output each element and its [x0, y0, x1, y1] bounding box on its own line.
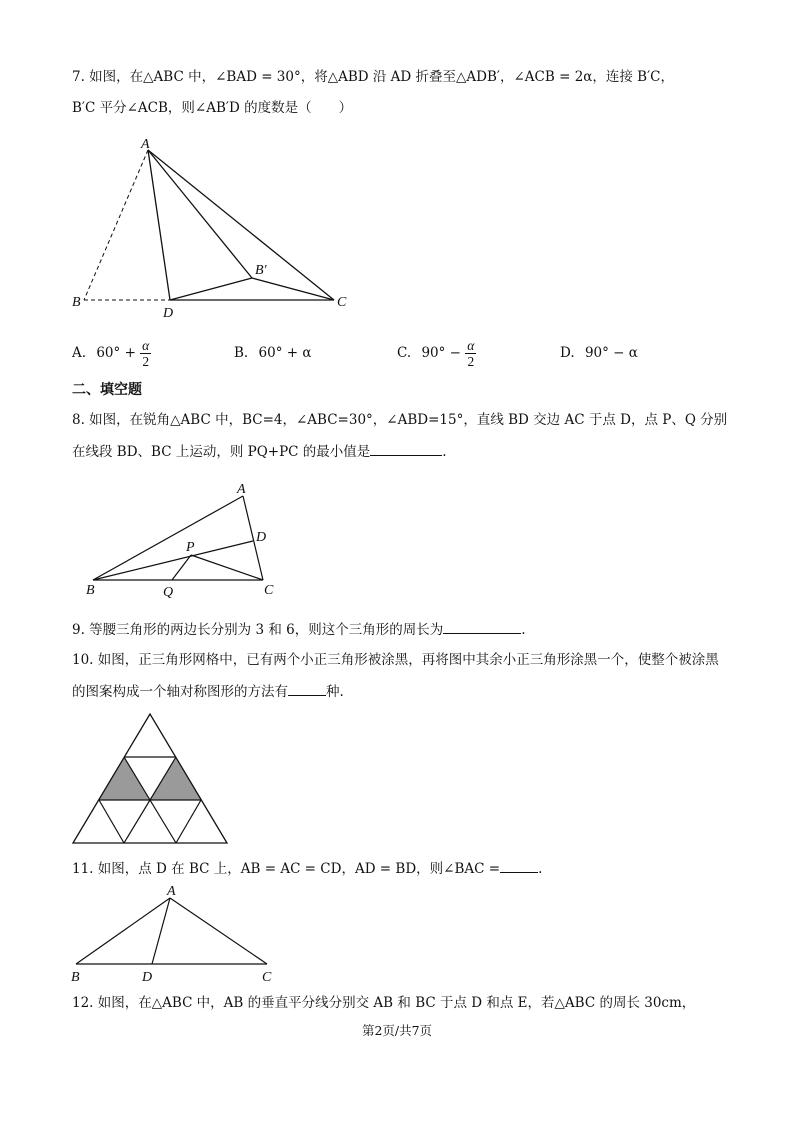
section-title: 二、填空题: [72, 382, 142, 398]
q7-option-c[interactable]: C. 90° − $\frac{\alpha}{2}$: [397, 338, 475, 369]
page-footer: 第2页/共7页: [361, 1023, 433, 1038]
q7-label-B: B: [72, 295, 81, 310]
q7-line1: 7. 如图，在△ABC 中，∠BAD = 30°，将△ABD 沿 AD 折叠至△ADB′，∠ACB = 2α，连接 B′C，: [72, 69, 675, 85]
q7-label-C: C: [337, 295, 347, 310]
q11-label-B: B: [71, 970, 80, 985]
q11-label-C: C: [262, 970, 272, 985]
q10-line1: 10. 如图，正三角形网格中，已有两个小正三角形被涂黑，再将图中其余小正三角形涂黑一个，使整个被涂黑: [72, 652, 719, 668]
q10-line2: 的图案构成一个轴对称图形的方法有 种.: [72, 681, 344, 702]
q7-option-a[interactable]: A. 60° + $\frac{\alpha}{2}$: [72, 338, 150, 369]
q11-label-A: A: [167, 884, 176, 899]
q8-line2: 在线段 BD、BC 上运动，则 PQ+PC 的最小值是 .: [72, 441, 447, 462]
q7-label-Bp: B′: [255, 263, 267, 278]
q11-edge-AC: [170, 898, 267, 964]
q11-line: 11. 如图，点 D 在 BC 上，AB = AC = CD，AD = BD，则∠BAC = .: [72, 858, 542, 879]
q7-label-D: D: [163, 306, 174, 321]
q12-line1: 12. 如图，在△ABC 中，AB 的垂直平分线分别交 AB 和 BC 于点 D 和点 E，若△ABC 的周长 30cm，: [72, 995, 696, 1011]
q8-label-C: C: [264, 583, 274, 598]
q7-option-d[interactable]: D. 90° − α: [560, 345, 638, 361]
q8-label-A: A: [237, 482, 246, 497]
q7-line2: B′C 平分∠ACB，则∠AB′D 的度数是（ ）: [72, 100, 353, 116]
q8-label-B: B: [86, 583, 95, 598]
q7-option-b[interactable]: B. 60° + α: [234, 345, 312, 361]
q7-option-a-fraction: $\frac{\alpha}{2}$: [142, 338, 150, 369]
q8-label-D: D: [256, 530, 267, 545]
q8-label-Q: Q: [163, 585, 174, 600]
q9-line: 9. 等腰三角形的两边长分别为 3 和 6，则这个三角形的周长为 .: [72, 619, 526, 640]
q7-label-A: A: [141, 137, 150, 152]
q7-option-c-fraction: $\frac{\alpha}{2}$: [467, 338, 475, 369]
q8-label-P: P: [186, 540, 195, 555]
q8-line1: 8. 如图，在锐角△ABC 中，BC=4，∠ABC=30°，∠ABD=15°，直线 BD 交边 AC 于点 D，点 P、Q 分别: [72, 412, 728, 428]
q11-edge-BA: [76, 898, 170, 964]
q11-label-D: D: [142, 970, 153, 985]
q11-edge-AD: [152, 898, 170, 964]
